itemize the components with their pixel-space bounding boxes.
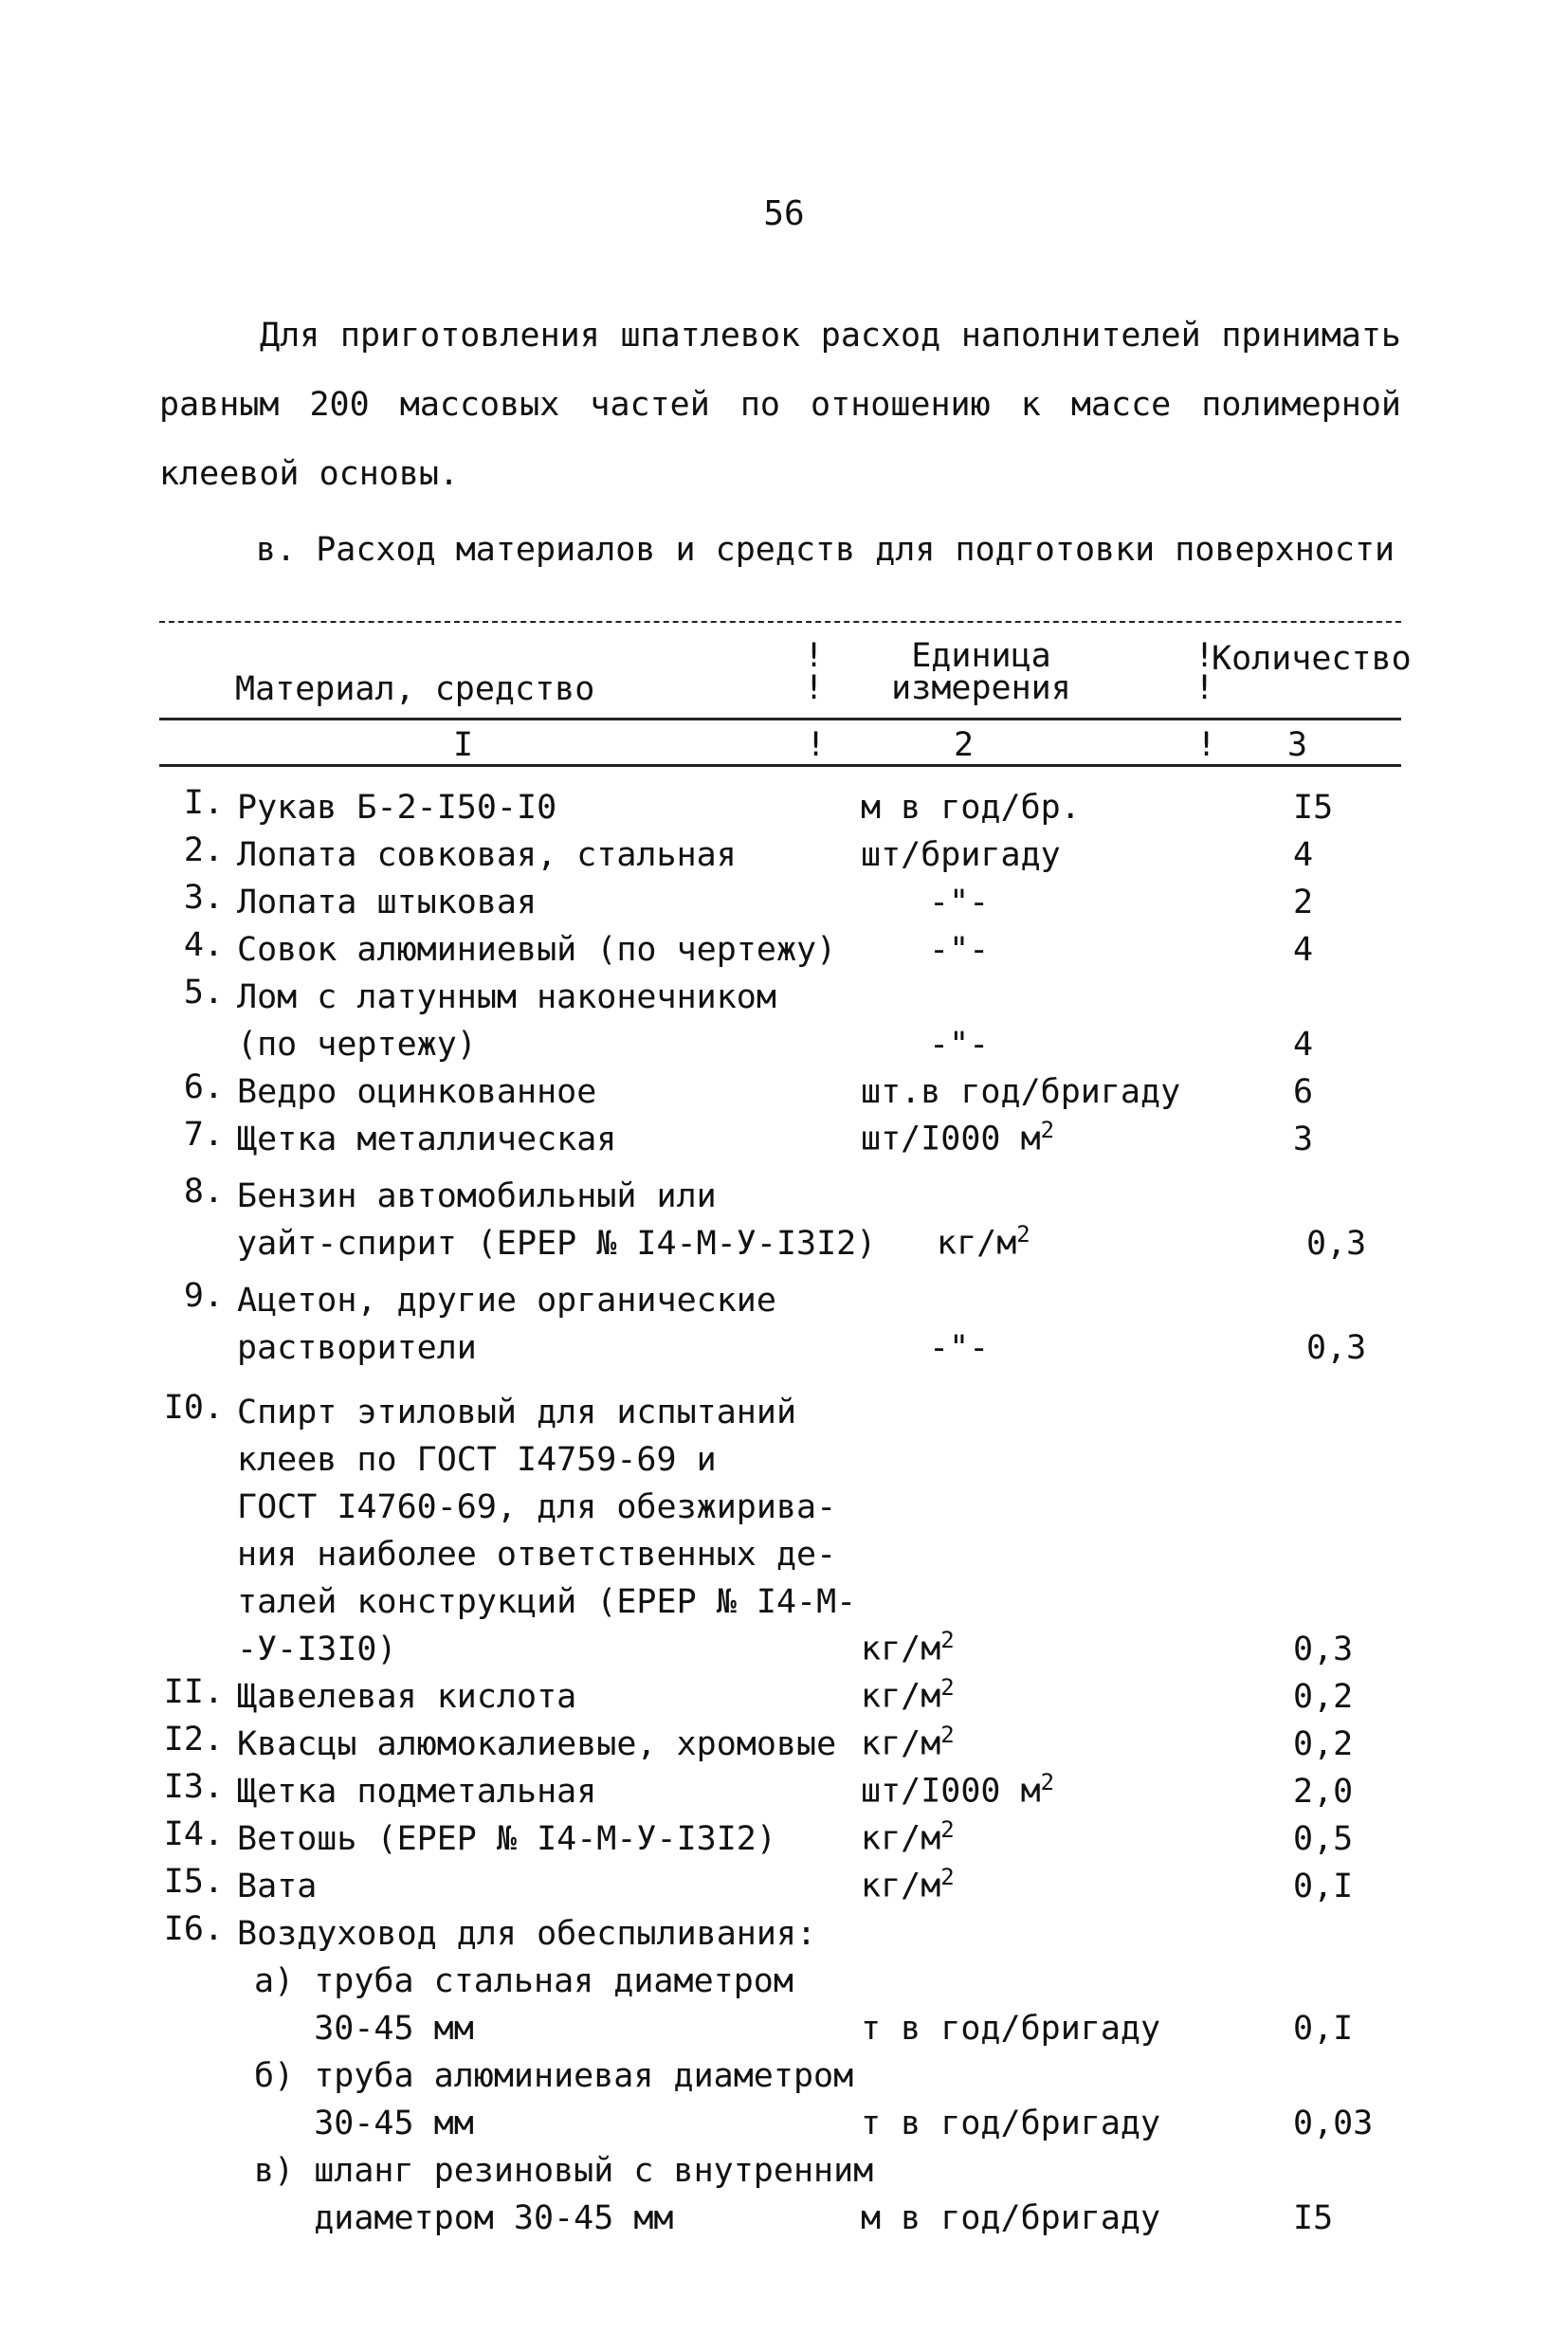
row-material	[237, 1721, 837, 1768]
row-material-line: 30-45 мм	[254, 2105, 474, 2142]
row-material-line: Воздуховод для обеспыливания:	[237, 1915, 817, 1953]
row-material	[237, 1863, 834, 1910]
header-separator: ! !	[804, 637, 825, 707]
table-row	[159, 1815, 1401, 1863]
table-row	[159, 1068, 1401, 1116]
table-row	[159, 1673, 1401, 1721]
row-index: 3.	[183, 879, 224, 917]
row-unit-exponent: 2	[1016, 1221, 1030, 1248]
row-material	[237, 1768, 834, 1815]
table-row	[159, 1116, 1401, 1163]
row-material-line: в) шланг резиновый с внутренним	[254, 2152, 874, 2190]
row-material	[237, 974, 834, 1068]
row-unit-exponent: 2	[940, 1816, 955, 1844]
row-unit: $кг/м^2$	[861, 1722, 955, 1763]
row-material-line: растворители	[237, 1329, 477, 1367]
row-material-line: Ветошь (ЕРЕР № I4-М-У-I3I2)	[237, 1820, 776, 1858]
row-material-line: Щетка металлическая	[237, 1121, 617, 1158]
row-index: I0.	[163, 1389, 224, 1427]
table-row	[159, 1958, 1401, 2052]
table-row	[159, 1863, 1401, 1910]
row-material-line: талей конструкций (ЕРЕР № I4-М-	[237, 1583, 857, 1621]
row-material	[237, 1910, 834, 1958]
row-quantity: 0,03	[1293, 2105, 1374, 2142]
row-index: 5.	[183, 974, 224, 1011]
row-index: II.	[163, 1673, 224, 1711]
column-separator: !	[1196, 726, 1217, 764]
row-material-line: диаметром 30-45 мм	[254, 2199, 674, 2237]
header-separator: ! !	[1194, 637, 1215, 707]
row-unit-exponent: 2	[940, 1864, 955, 1891]
row-unit: -"-	[929, 1026, 990, 1064]
row-quantity: 4	[1293, 836, 1314, 874]
row-material	[237, 1673, 834, 1721]
table-row	[159, 1768, 1401, 1815]
row-material	[237, 1116, 834, 1163]
row-material	[254, 1958, 851, 2052]
row-unit: т в год/бригаду	[861, 2010, 1161, 2048]
row-material-line: уайт-спирит (ЕРЕР № I4-М-У-I3I2)	[237, 1225, 877, 1263]
row-quantity: 0,3	[1306, 1329, 1367, 1367]
row-unit: $кг/м^2$	[861, 1674, 955, 1716]
intro-paragraph	[159, 301, 1401, 509]
row-material-line: Вата	[237, 1868, 318, 1905]
row-material	[237, 1068, 834, 1116]
row-quantity: 0,I	[1293, 2010, 1354, 2048]
section-title: в. Расход материалов и средств для подготовки поверхности	[256, 531, 1395, 569]
row-index: I5.	[163, 1863, 224, 1901]
row-unit: -"-	[929, 884, 990, 921]
table-row	[159, 831, 1401, 879]
column-numbers	[159, 720, 1401, 764]
row-index: 2.	[183, 831, 224, 869]
row-material-line: ГОСТ I4760-69, для обезжирива-	[237, 1488, 837, 1526]
row-material-line: Щетка подметальная	[237, 1773, 597, 1811]
row-unit: -"-	[929, 931, 990, 969]
row-index: 4.	[183, 926, 224, 964]
row-index: I.	[183, 784, 224, 822]
row-material-line: Рукав Б-2-I50-I0	[237, 789, 557, 827]
materials-table	[159, 621, 1412, 2242]
row-unit-exponent: 2	[1040, 1769, 1055, 1796]
table-row	[159, 1173, 1401, 1267]
row-unit: -"-	[929, 1329, 990, 1367]
header-unit: Единица измерения	[891, 637, 1071, 707]
row-material	[237, 926, 837, 974]
row-unit: шт.в год/бригаду	[861, 1073, 1181, 1111]
row-index: 8.	[183, 1173, 224, 1211]
row-quantity: 0,5	[1293, 1820, 1354, 1858]
table-row	[159, 926, 1401, 974]
row-material-line: -У-I3I0)	[237, 1631, 397, 1668]
row-index: 7.	[183, 1116, 224, 1154]
row-material	[237, 879, 834, 926]
column-number: 3	[1287, 726, 1308, 764]
header-material: Материал, средство	[235, 670, 595, 708]
row-quantity: 0,2	[1293, 1678, 1354, 1716]
row-unit: $кг/м^2$	[937, 1221, 1030, 1263]
column-separator: !	[806, 726, 827, 764]
row-unit-exponent: 2	[940, 1627, 955, 1654]
row-unit: шт/I000 $м^2$	[861, 1117, 1055, 1158]
table-row	[159, 2052, 1401, 2147]
row-material-line: б) труба алюминиевая диаметром	[254, 2057, 854, 2095]
row-index: I6.	[163, 1910, 224, 1948]
row-unit: м в год/бригаду	[861, 2199, 1161, 2237]
row-index: I4.	[163, 1815, 224, 1853]
row-quantity: 3	[1293, 1121, 1314, 1158]
table-row	[159, 1910, 1401, 1958]
row-quantity: I5	[1293, 2199, 1334, 2237]
header-quantity: Количество	[1212, 640, 1412, 678]
row-unit: $кг/м^2$	[861, 1864, 955, 1905]
row-material-line: клеев по ГОСТ I4759-69 и	[237, 1441, 717, 1479]
row-material	[237, 1173, 877, 1267]
table-row	[159, 974, 1401, 1068]
row-quantity: 6	[1293, 1073, 1314, 1111]
intro-text: Для приготовления шпатлевок расход наполнителей принимать равным 200 массовых частей по отношению к массе полимерной клеевой основы.	[159, 317, 1401, 493]
row-unit: шт/I000 $м^2$	[861, 1769, 1055, 1811]
row-material-line: Бензин автомобильный или	[237, 1177, 717, 1215]
row-quantity: 0,3	[1293, 1631, 1354, 1668]
table-row	[159, 1389, 1401, 1673]
row-quantity: 4	[1293, 1026, 1314, 1064]
row-unit-exponent: 2	[940, 1722, 955, 1749]
page-number: 56	[763, 194, 805, 233]
row-material	[237, 784, 834, 831]
row-material-line: Ведро оцинкованное	[237, 1073, 597, 1111]
table-row	[159, 1721, 1401, 1768]
row-unit-exponent: 2	[1040, 1117, 1055, 1144]
table-row	[159, 2147, 1401, 2242]
row-quantity: 4	[1293, 931, 1314, 969]
row-material	[237, 831, 834, 879]
row-material	[254, 2147, 874, 2242]
row-material-line: ния наиболее ответственных де-	[237, 1536, 837, 1574]
row-material-line: Квасцы алюмокалиевые, хромовые	[237, 1725, 837, 1763]
row-unit: $кг/м^2$	[861, 1627, 955, 1668]
row-index: I2.	[163, 1721, 224, 1759]
row-material	[254, 2052, 854, 2147]
row-unit: т в год/бригаду	[861, 2105, 1161, 2142]
table-row	[159, 784, 1401, 831]
row-index: 9.	[183, 1277, 224, 1315]
row-index: I3.	[163, 1768, 224, 1806]
table-row	[159, 1277, 1401, 1372]
row-quantity: 2,0	[1293, 1773, 1354, 1811]
row-unit: м в год/бр.	[861, 789, 1081, 827]
row-quantity: I5	[1293, 789, 1334, 827]
row-material-line: (по чертежу)	[237, 1026, 477, 1064]
row-material-line: а) труба стальная диаметром	[254, 1962, 793, 2000]
table-body	[159, 784, 1401, 2242]
column-number: 2	[954, 726, 975, 764]
row-unit-exponent: 2	[940, 1674, 955, 1702]
row-material	[237, 1815, 834, 1863]
table-header	[159, 623, 1412, 718]
row-quantity: 2	[1293, 884, 1314, 921]
table-row	[159, 879, 1401, 926]
row-quantity: 0,3	[1306, 1225, 1367, 1263]
row-quantity: 0,2	[1293, 1725, 1354, 1763]
numbers-rule	[159, 764, 1401, 767]
row-material-line: Спирт этиловый для испытаний	[237, 1394, 797, 1431]
row-material-line: Ацетон, другие органические	[237, 1282, 776, 1320]
row-unit: шт/бригаду	[861, 836, 1061, 874]
row-material	[237, 1277, 834, 1372]
row-material-line: Щавелевая кислота	[237, 1678, 577, 1716]
row-material-line: Лопата совковая, стальная	[237, 836, 737, 874]
row-material-line: Лом с латунным наконечником	[237, 978, 776, 1016]
row-material-line: Совок алюминиевый (по чертежу)	[237, 931, 837, 969]
row-material-line: 30-45 мм	[254, 2010, 474, 2048]
row-index: 6.	[183, 1068, 224, 1106]
row-unit: $кг/м^2$	[861, 1816, 955, 1858]
column-number: I	[453, 726, 474, 764]
row-material	[237, 1389, 857, 1673]
row-material-line: Лопата штыковая	[237, 884, 538, 921]
row-quantity: 0,I	[1293, 1868, 1354, 1905]
